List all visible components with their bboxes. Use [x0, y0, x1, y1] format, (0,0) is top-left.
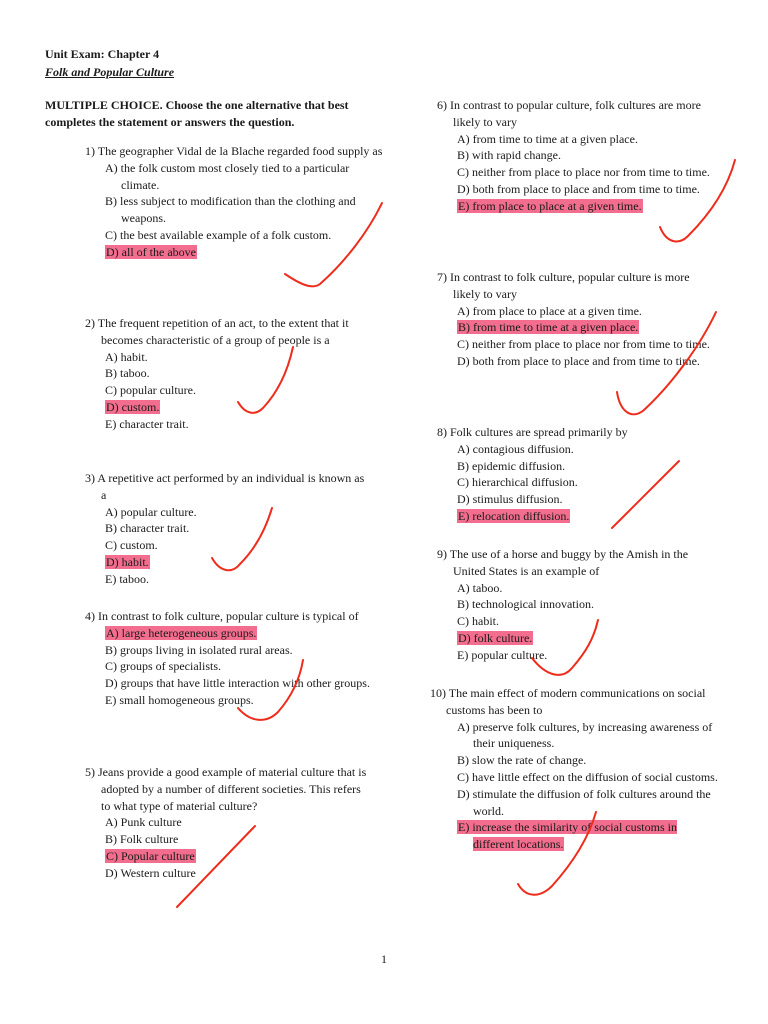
- answer-text: C) habit.: [457, 614, 499, 629]
- question-stem: 10) The main effect of modern communications on social customs has been to: [430, 686, 706, 717]
- answer-text: B) Folk culture: [105, 832, 179, 847]
- answer-option: [105, 814, 370, 831]
- question-7: [437, 269, 717, 370]
- answer-text: B) slow the rate of change.: [457, 753, 587, 768]
- answer-text: C) neither from place to place nor from time to time.: [457, 165, 710, 180]
- answer-option: [457, 719, 720, 753]
- answer-option: [457, 353, 717, 370]
- answer-option: [105, 625, 370, 642]
- answer-option: [105, 571, 370, 588]
- answer-text: C) neither from place to place nor from time to time.: [457, 337, 710, 352]
- answer-option: [105, 365, 375, 382]
- answer-option: [457, 198, 717, 215]
- question-5: [85, 764, 370, 882]
- highlighted-answer: D) folk culture.: [458, 630, 533, 645]
- answer-text: D) stimulus diffusion.: [457, 492, 563, 507]
- answer-text: C) hierarchical diffusion.: [457, 475, 578, 490]
- answer-text: A) the folk custom most closely tied to a particular climate.: [105, 160, 350, 192]
- answer-text: A) Punk culture: [105, 815, 182, 830]
- answer-text: D) stimulate the diffusion of folk cultures around the world.: [457, 786, 711, 818]
- answer-option: [457, 786, 720, 820]
- answer-option: [457, 580, 717, 597]
- answer-text: E) small homogeneous groups.: [105, 692, 254, 707]
- answer-option: [105, 382, 375, 399]
- answer-text: A) taboo.: [457, 580, 503, 595]
- answer-option: [457, 613, 717, 630]
- answer-option: [105, 504, 370, 521]
- answer-text: B) less subject to modification than the clothing and weapons.: [105, 194, 356, 226]
- highlighted-answer: E) from place to place at a given time.: [458, 198, 642, 213]
- answer-option: [457, 474, 717, 491]
- question-stem: 4) In contrast to folk culture, popular culture is typical of: [85, 609, 359, 623]
- answer-text: E) taboo.: [105, 571, 149, 586]
- answer-option: [105, 160, 385, 194]
- question-8: [437, 424, 717, 525]
- answer-option: [457, 319, 717, 336]
- highlighted-answer: A) large heterogeneous groups.: [106, 625, 257, 640]
- instructions: MULTIPLE CHOICE. Choose the one alternative that best completes the statement or answers the question.: [45, 98, 349, 129]
- answer-option: [105, 554, 370, 571]
- answer-option: [105, 520, 370, 537]
- question-stem: 1) The geographer Vidal de la Blache regarded food supply as: [85, 144, 383, 158]
- answer-option: [457, 819, 720, 853]
- answer-text: A) contagious diffusion.: [457, 441, 574, 456]
- question-stem: 5) Jeans provide a good example of material culture that is adopted by a number of different societies. This refers to what type of material culture?: [85, 765, 367, 813]
- highlighted-answer: D) habit.: [106, 554, 149, 569]
- question-10: [430, 685, 720, 853]
- highlighted-answer: D) all of the above: [106, 244, 196, 259]
- answer-option: [105, 865, 370, 882]
- answer-option: [457, 752, 720, 769]
- answer-option: [105, 349, 375, 366]
- answer-text: A) preserve folk cultures, by increasing awareness of their uniqueness.: [457, 719, 713, 751]
- answer-option: [457, 491, 717, 508]
- highlighted-answer: E) relocation diffusion.: [458, 508, 570, 523]
- answer-option: [105, 692, 370, 709]
- answer-text: B) technological innovation.: [457, 597, 594, 612]
- question-stem: 8) Folk cultures are spread primarily by: [437, 425, 628, 439]
- answer-text: B) groups living in isolated rural areas.: [105, 642, 293, 657]
- question-stem: 3) A repetitive act performed by an individual is known as a: [85, 471, 365, 502]
- answer-option: [457, 596, 717, 613]
- answer-text: B) epidemic diffusion.: [457, 458, 566, 473]
- question-4: [85, 608, 370, 709]
- page-number: 1: [381, 952, 387, 966]
- answer-text: B) taboo.: [105, 366, 150, 381]
- answer-text: C) groups of specialists.: [105, 659, 221, 674]
- answer-option: [457, 508, 717, 525]
- answer-text: D) groups that have little interaction with other groups.: [105, 676, 370, 691]
- answer-option: [105, 416, 375, 433]
- answer-option: [105, 227, 385, 244]
- answer-text: B) with rapid change.: [457, 148, 561, 163]
- answer-text: E) popular culture.: [457, 647, 548, 662]
- question-stem: 2) The frequent repetition of an act, to the extent that it becomes characteristic of a group of people is a: [85, 316, 349, 347]
- answer-text: A) from time to time at a given place.: [457, 131, 638, 146]
- answer-text: C) have little effect on the diffusion of social customs.: [457, 769, 718, 784]
- answer-option: [105, 193, 385, 227]
- question-stem: 9) The use of a horse and buggy by the Amish in the United States is an example of: [437, 547, 689, 578]
- answer-text: C) popular culture.: [105, 383, 196, 398]
- answer-text: A) from place to place at a given time.: [457, 303, 642, 318]
- answer-text: B) character trait.: [105, 521, 190, 536]
- answer-text: D) both from place to place and from time to time.: [457, 353, 700, 368]
- answer-text: C) custom.: [105, 538, 158, 553]
- answer-option: [457, 769, 720, 786]
- answer-option: [457, 458, 717, 475]
- answer-option: [105, 399, 375, 416]
- exam-subtitle: Folk and Popular Culture: [45, 65, 175, 79]
- answer-option: [457, 303, 717, 320]
- answer-option: [457, 181, 717, 198]
- answer-text: E) character trait.: [105, 416, 189, 431]
- answer-text: C) the best available example of a folk custom.: [105, 227, 332, 242]
- question-1: [85, 143, 385, 261]
- answer-option: [105, 658, 370, 675]
- exam-title: Unit Exam: Chapter 4: [45, 47, 160, 61]
- answer-option: [105, 675, 370, 692]
- answer-option: [457, 147, 717, 164]
- answer-option: [105, 244, 385, 261]
- answer-option: [457, 336, 717, 353]
- answer-text: D) both from place to place and from time to time.: [457, 181, 700, 196]
- highlighted-answer: B) from time to time at a given place.: [458, 320, 639, 335]
- answer-option: [457, 630, 717, 647]
- highlighted-answer: E) increase the similarity of social customs in different locations.: [458, 820, 677, 852]
- question-3: [85, 470, 370, 588]
- question-9: [437, 546, 717, 664]
- question-stem: 6) In contrast to popular culture, folk cultures are more likely to vary: [437, 98, 701, 129]
- answer-option: [457, 647, 717, 664]
- highlighted-answer: C) Popular culture: [106, 848, 195, 863]
- question-6: [437, 97, 717, 215]
- answer-option: [105, 642, 370, 659]
- answer-text: A) popular culture.: [105, 504, 197, 519]
- answer-option: [105, 831, 370, 848]
- question-stem: 7) In contrast to folk culture, popular culture is more likely to vary: [437, 270, 690, 301]
- answer-option: [457, 441, 717, 458]
- question-2: [85, 315, 375, 433]
- highlighted-answer: D) custom.: [106, 399, 160, 414]
- answer-text: A) habit.: [105, 349, 148, 364]
- answer-option: [457, 164, 717, 181]
- answer-text: D) Western culture: [105, 865, 196, 880]
- answer-option: [457, 131, 717, 148]
- answer-option: [105, 537, 370, 554]
- answer-option: [105, 848, 370, 865]
